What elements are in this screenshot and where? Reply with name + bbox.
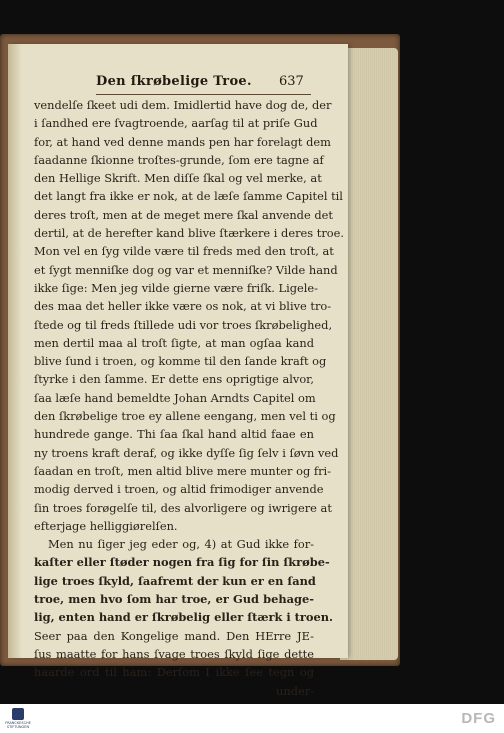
text-line: dertil, at de herefter kand blive ſtærkere i deres troe. <box>34 226 344 241</box>
body-text <box>34 96 344 700</box>
text-line: ſtede og til freds ſtillede udi vor troes ſkrøbelighed, <box>34 317 333 332</box>
text-line: lig, enten hand er ſkrøbelig eller ſtærk i troen. <box>34 610 333 625</box>
text-line: lige troes ſkyld, ſaafremt der kun er en ſand <box>34 573 316 588</box>
francke-emblem-icon <box>12 708 24 720</box>
text-line: Seer paa den Kongelige mand. Den HErre JE- <box>34 628 314 643</box>
dfg-logo: DFG <box>461 710 496 727</box>
text-line: Men nu ſiger jeg eder og, 4) at Gud ikke for- <box>48 537 314 552</box>
page-gutter <box>8 44 22 658</box>
text-line: et ſygt menniſke dog og var et menniſke? Vilde hand <box>34 262 338 277</box>
text-line: ſaa læſe hand bemeldte Johan Arndts Capitel om <box>34 390 316 405</box>
text-line: for, at hand ved denne mands pen har forelagt dem <box>34 134 331 149</box>
text-line: troe, men hvo ſom har troe, er Gud behage- <box>34 592 314 607</box>
text-line: ſtyrke i den ſamme. Er dette ens oprigtige alvor, <box>34 372 314 387</box>
text-line: vendelſe ſkeet udi dem. Imidlertid have dog de, der <box>34 98 332 112</box>
text-line: haarde ord til ham: Derſom I ikke ſee tegn og <box>34 665 314 680</box>
text-line: kaſter eller ſtøder nogen fra ſig for ſin ſkrøbe- <box>34 555 330 570</box>
text-line: ſaadan en troſt, men altid blive mere munter og fri- <box>34 463 332 478</box>
francke-logo-text: FRANCKESCHE STIFTUNGEN <box>5 721 31 729</box>
text-line: deres troſt, men at de meget mere ſkal anvende det <box>34 207 333 222</box>
page-header <box>96 74 311 94</box>
text-line: efterjage helliggiørelſen. <box>34 518 178 533</box>
catchword: under- <box>276 683 314 698</box>
text-line: men dertil maa al troſt ſigte, at man ogſaa kand <box>34 335 314 350</box>
text-line: ſin troes forøgelſe til, des alvorligere og iwrigere at <box>34 500 332 515</box>
text-line: i ſandhed ere ſvagtroende, aarſag til at priſe Gud <box>34 116 318 131</box>
text-line: hundrede gange. Thi ſaa ſkal hand altid faae en <box>34 427 314 442</box>
running-head: Den ſkrøbelige Troe. <box>96 74 252 89</box>
page-number: 637 <box>279 74 304 89</box>
text-line: ikke ſige: Men jeg vilde gierne være friſk. Ligele- <box>34 280 318 295</box>
text-line: des maa det heller ikke være os nok, at vi blive tro- <box>34 299 332 314</box>
text-line: det langt fra ikke er nok, at de læſe ſamme Capitel til <box>34 189 343 204</box>
text-line: blive ſund i troen, og komme til den ſande kraft og <box>34 354 327 369</box>
book-page <box>8 44 348 698</box>
text-line: ny troens kraft deraf, og ikke dyſſe ſig ſelv i ſøvn ved <box>34 445 339 460</box>
header-rule <box>96 94 311 95</box>
text-line: den ſkrøbelige troe ey allene eengang, men vel ti og <box>34 409 336 424</box>
text-line: Mon vel en ſyg vilde være til freds med den troſt, at <box>34 244 334 259</box>
footer-bar <box>0 704 504 733</box>
francke-logo <box>2 705 34 732</box>
text-line: modig derved i troen, og altid frimodiger anvende <box>34 482 324 497</box>
text-line: ſus maatte for hans ſvage troes ſkyld ſige dette <box>34 646 314 661</box>
page-edges <box>340 48 398 660</box>
text-line: ſaadanne ſkionne troſtes-grunde, ſom ere tagne af <box>34 152 324 167</box>
text-line: den Hellige Skrift. Men diſſe ſkal og vel merke, at <box>34 171 322 186</box>
